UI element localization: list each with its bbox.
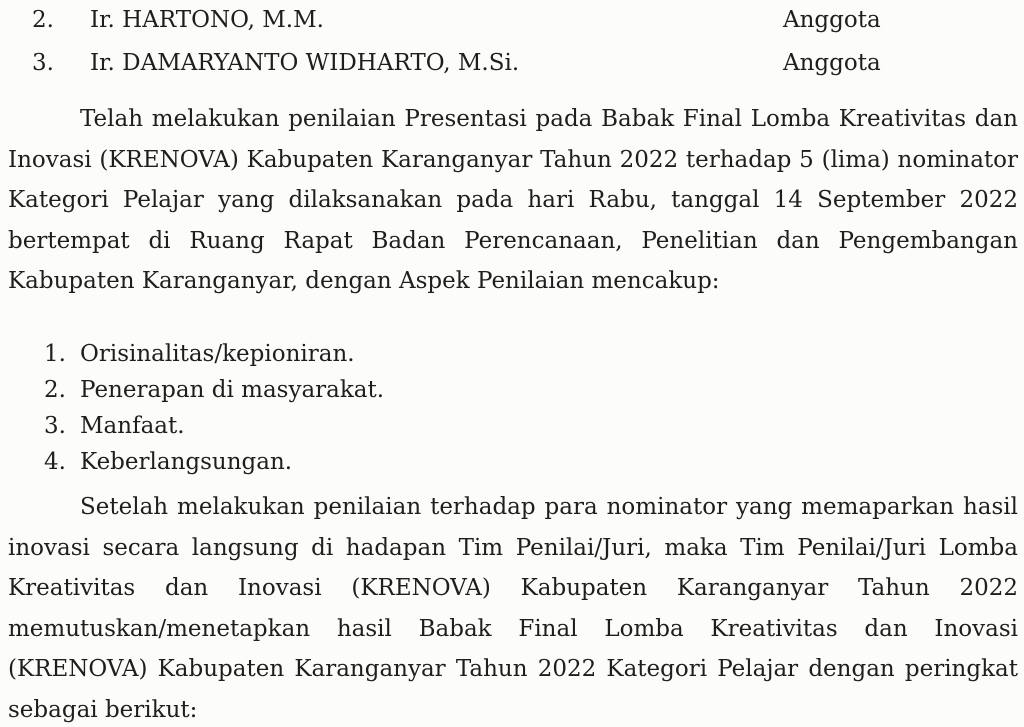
criteria-text: Orisinalitas/kepioniran. (80, 341, 355, 367)
member-row (0, 43, 1024, 83)
member-role: Anggota (783, 7, 881, 33)
assessment-paragraph (8, 99, 1018, 302)
criteria-text: Keberlangsungan. (80, 449, 293, 475)
member-row (0, 0, 1024, 40)
member-number: 3. (32, 50, 54, 76)
list-item (0, 444, 1024, 480)
criteria-number: 3. (44, 413, 66, 439)
member-name: Ir. HARTONO, M.M. (90, 7, 324, 33)
criteria-number: 4. (44, 449, 66, 475)
list-item (0, 408, 1024, 444)
decision-paragraph (8, 487, 1018, 727)
list-item (0, 372, 1024, 408)
member-number: 2. (32, 7, 54, 33)
criteria-number: 2. (44, 377, 66, 403)
criteria-text: Penerapan di masyarakat. (80, 377, 385, 403)
list-item (0, 336, 1024, 372)
criteria-text: Manfaat. (80, 413, 185, 439)
assessment-criteria-list (0, 336, 1024, 480)
decision-paragraph-text: Setelah melakukan penilaian terhadap para nominator yang memaparkan hasil inovasi secara langsung di hadapan Tim Penilai/Juri, maka Tim Penilai/Juri Lomba Kreativitas dan Inovasi (KRENOVA) Kabupaten Karanganyar Tahun 2022 memutuskan/menetapkan hasil Babak Final Lomba Kreativitas dan Inovasi (KRENOVA) Kabupaten Karanganyar Tahun 2022 Kategori Pelajar dengan peringkat sebagai berikut: (8, 494, 1018, 723)
criteria-number: 1. (44, 341, 66, 367)
assessment-paragraph-text: Telah melakukan penilaian Presentasi pada Babak Final Lomba Kreativitas dan Inovasi (KRENOVA) Kabupaten Karanganyar Tahun 2022 terhadap 5 (lima) nominator Kategori Pelajar yang dilaksanakan pada hari Rabu, tanggal 14 September 2022 bertempat di Ruang Rapat Badan Perencanaan, Penelitian dan Pengembangan Kabupaten Karanganyar, dengan Aspek Penilaian mencakup: (8, 106, 1018, 294)
member-name: Ir. DAMARYANTO WIDHARTO, M.Si. (90, 50, 520, 76)
member-role: Anggota (783, 50, 881, 76)
